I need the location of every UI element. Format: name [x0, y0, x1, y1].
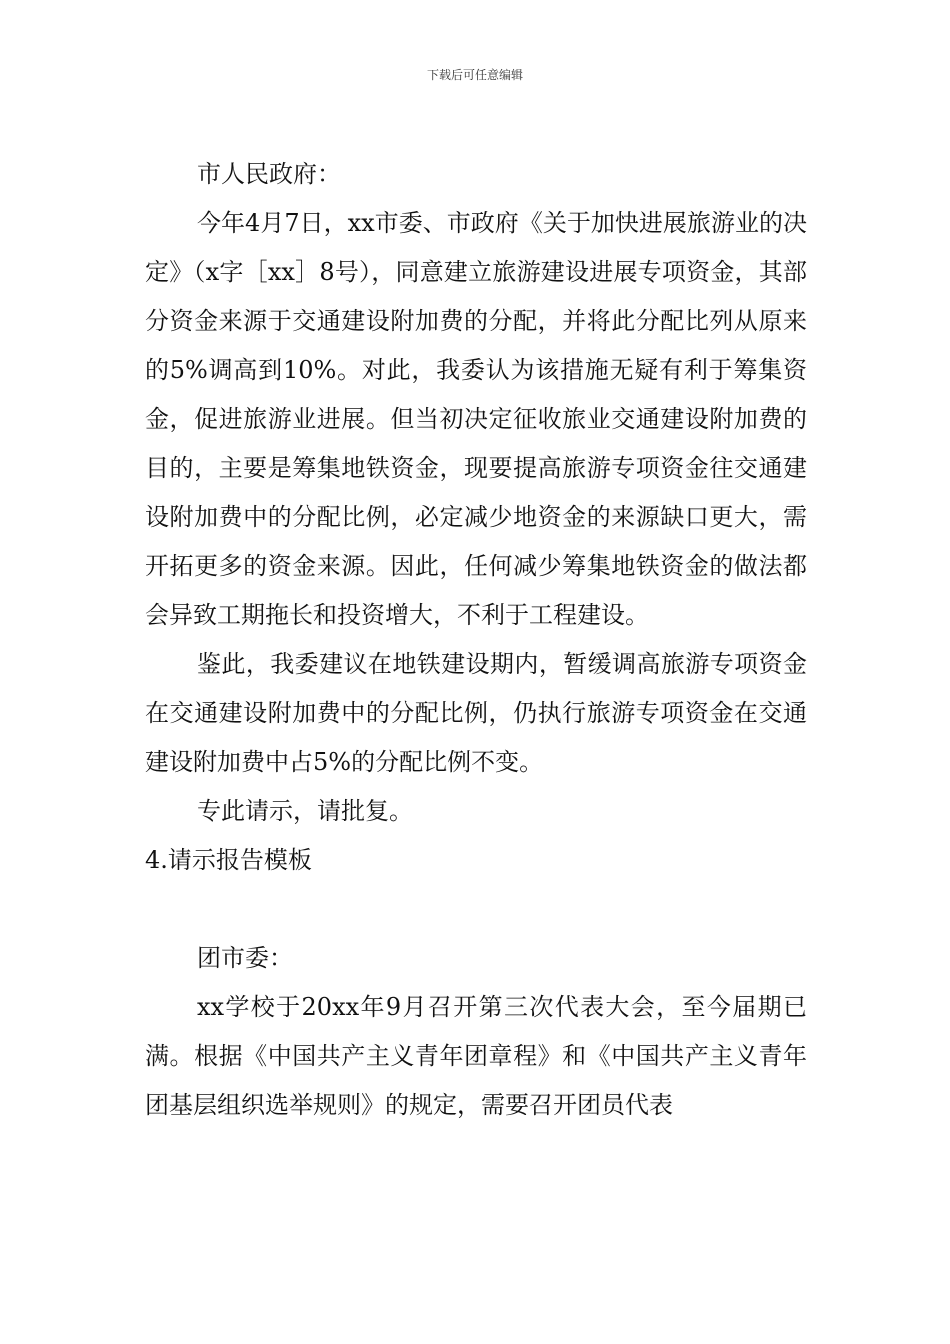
section-heading: 4.请示报告模板: [145, 846, 312, 874]
salutation-youth-league: 团市委：: [197, 944, 293, 972]
body-paragraph: xx学校于20xx年9月召开第三次代表大会，至今届期已满。根据《中国共产主义青年团章程》和《中国共产主义青年团基层组织选举规则》的规定，需要召开团员代表: [145, 993, 807, 1119]
document-body: [145, 150, 807, 1130]
blank-line: [145, 885, 807, 934]
salutation-city-government: 市人民政府：: [197, 160, 341, 188]
body-paragraph: 今年4月7日，xx市委、市政府《关于加快进展旅游业的决定》（x字［xx］8号），同意建立旅游建设进展专项资金，其部分资金来源于交通建设附加费的分配，并将此分配比列从原来的5%调高到10%。对此，我委认为该措施无疑有利于筹集资金，促进旅游业进展。但当初决定征收旅业交通建设附加费的目的，主要是筹集地铁资金，现要提高旅游专项资金往交通建设附加费中的分配比例，必定减少地资金的来源缺口更大，需开拓更多的资金来源。因此，任何减少筹集地铁资金的做法都会异致工期拖长和投资增大，不利于工程建设。: [145, 209, 807, 629]
body-paragraph: 鉴此，我委建议在地铁建设期内，暂缓调高旅游专项资金在交通建设附加费中的分配比例，仍执行旅游专项资金在交通建设附加费中占5%的分配比例不变。: [145, 650, 807, 776]
page-header-note: 下载后可任意编辑: [426, 68, 523, 82]
closing-request: 专此请示，请批复。: [197, 797, 413, 825]
